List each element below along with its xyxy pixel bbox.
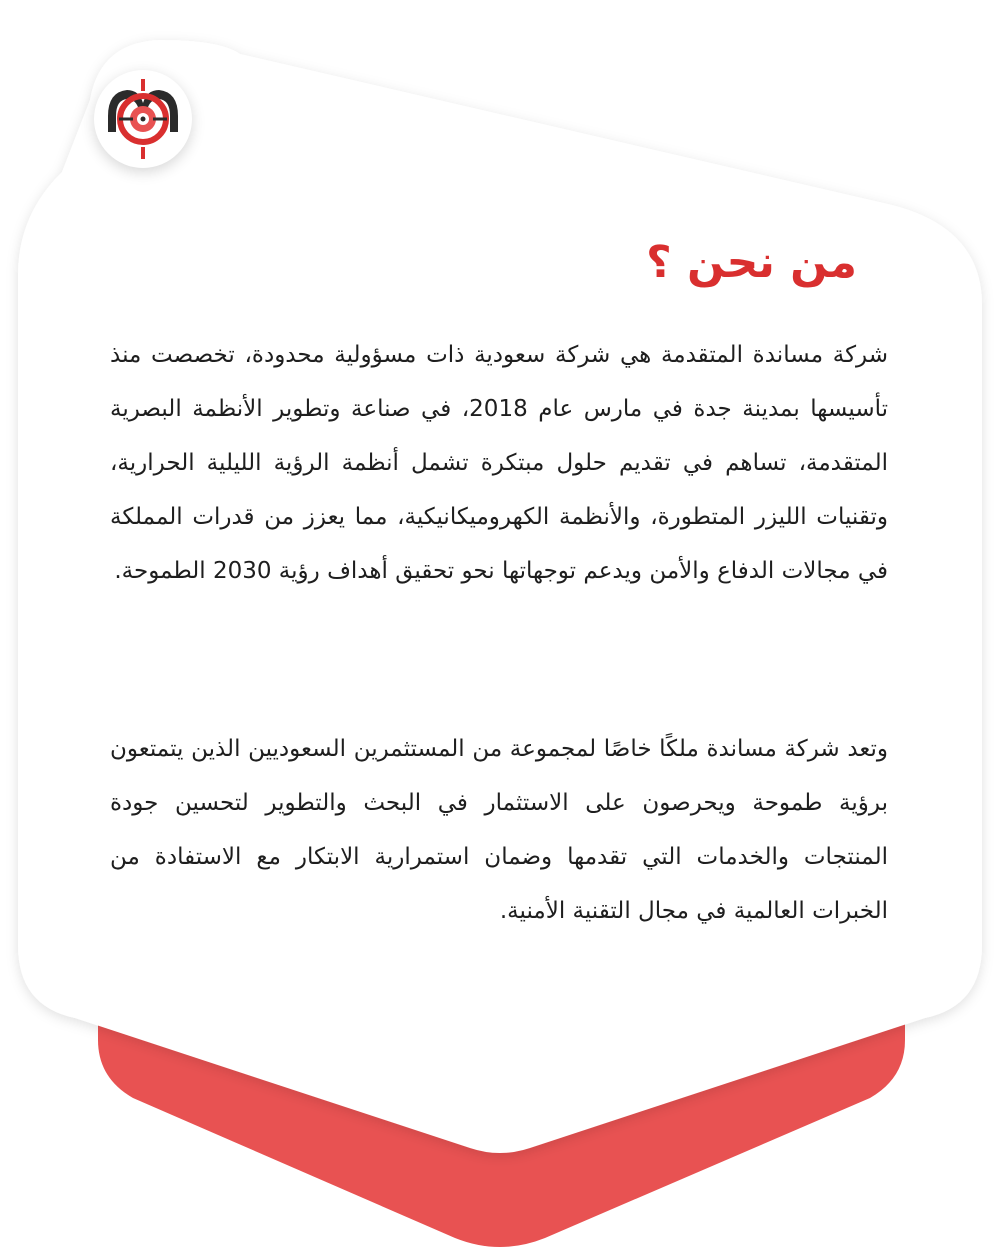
- logo-badge: [94, 70, 192, 168]
- company-logo-crosshair-icon: [94, 70, 192, 168]
- about-paragraph-2: وتعد شركة مساندة ملكًا خاصًا لمجموعة من المستثمرين السعوديين الذين يتمتعون برؤية طموحة ويحرصون على الاستثمار في البحث والتطوير لتحسين جودة المنتجات والخدمات التي تقدمها وضمان استمرارية الابتكار مع الاستفادة من الخبرات العالمية في مجال التقنية الأمنية.: [110, 736, 888, 924]
- about-paragraph-1: شركة مساندة المتقدمة هي شركة سعودية ذات مسؤولية محدودة، تخصصت منذ تأسيسها بمدينة جدة في مارس عام 2018، في صناعة وتطوير الأنظمة البصرية المتقدمة، تساهم في تقديم حلول مبتكرة تشمل أنظمة الرؤية الليلية الحرارية، وتقنيات الليزر المتطورة، والأنظمة الكهروميكانيكية، مما يعزز من قدرات المملكة في مجالات الدفاع والأمن ويدعم توجهاتها نحو تحقيق أهداف رؤية 2030 الطموحة.: [110, 342, 889, 584]
- page-title: من نحن ؟: [646, 237, 857, 288]
